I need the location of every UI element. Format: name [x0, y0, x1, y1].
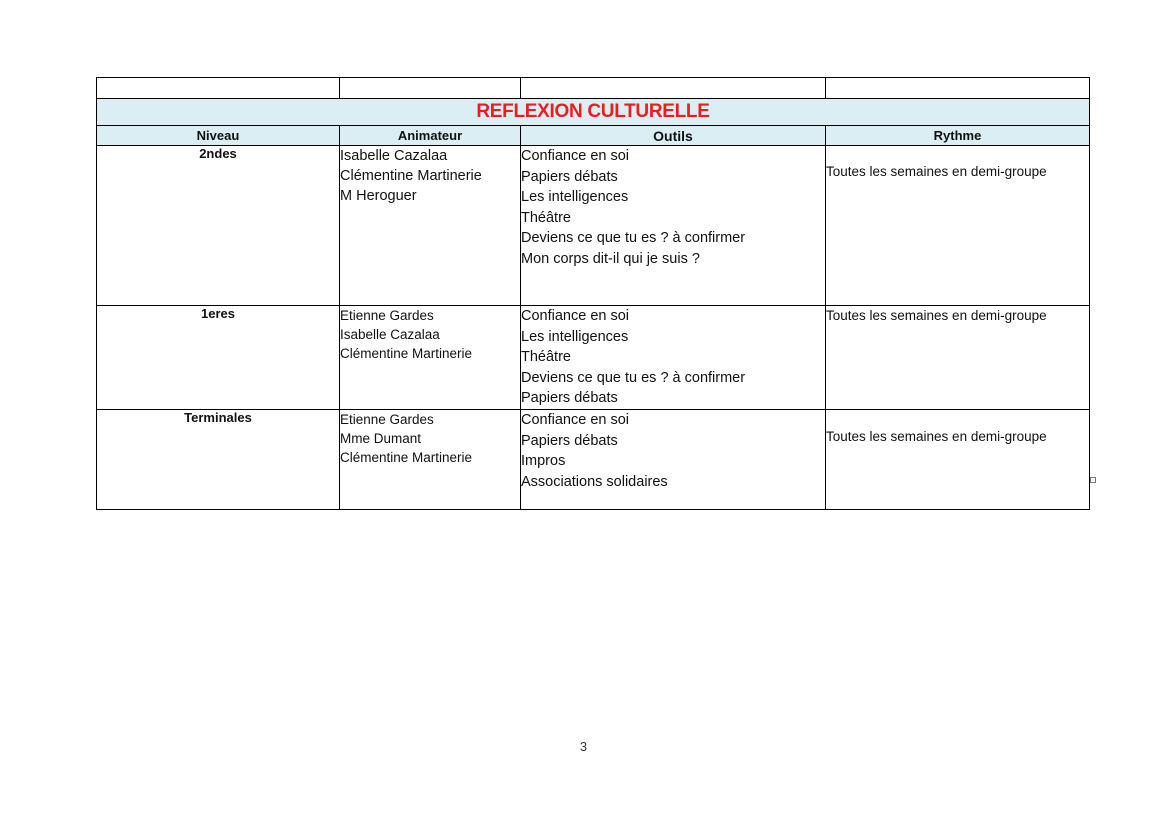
- header-row: [97, 126, 1090, 146]
- niveau-cell: 2ndes: [97, 146, 340, 306]
- outil-item: Deviens ce que tu es ? à confirmer: [521, 369, 746, 386]
- empty-cell: [826, 78, 1090, 99]
- title-cell: [97, 99, 1090, 126]
- outil-item: Associations solidaires: [521, 473, 668, 490]
- outil-item: Impros: [521, 453, 566, 469]
- outil-item: Les intelligences: [521, 328, 629, 345]
- header-rythme: Rythme: [826, 126, 1090, 146]
- outils-cell: [521, 410, 826, 510]
- animateur-cell: [340, 146, 521, 306]
- animateur-name: Mme Dumant: [340, 431, 422, 446]
- page-number: 3: [579, 739, 588, 754]
- outils-cell: [521, 146, 826, 306]
- outil-item: Papiers débats: [521, 390, 618, 406]
- table-resize-handle[interactable]: [1090, 477, 1096, 483]
- outil-item: Mon corps dit-il qui je suis ?: [521, 250, 700, 267]
- outil-item: Confiance en soi: [521, 148, 630, 164]
- rythme-cell: Toutes les semaines en demi-groupe: [826, 410, 1090, 510]
- empty-cell: [521, 78, 826, 99]
- header-niveau: Niveau: [97, 126, 340, 146]
- outil-item: Confiance en soi: [521, 308, 630, 324]
- niveau-cell: 1eres: [97, 306, 340, 410]
- empty-cell: [340, 78, 521, 99]
- animateur-name: Etienne Gardes: [340, 308, 434, 323]
- outil-item: Papiers débats: [521, 432, 618, 449]
- outils-cell: [521, 306, 826, 410]
- reflexion-culturelle-table: [96, 77, 1090, 510]
- animateur-name: Isabelle Cazalaa: [340, 148, 448, 164]
- rythme-cell: Toutes les semaines en demi-groupe: [826, 306, 1090, 410]
- table-row: [97, 146, 1090, 306]
- outil-item: Papiers débats: [521, 168, 618, 185]
- animateur-name: M Heroguer: [340, 188, 417, 204]
- empty-cell: [97, 78, 340, 99]
- table-row: [97, 410, 1090, 510]
- animateur-name: Isabelle Cazalaa: [340, 327, 440, 342]
- animateur-cell: [340, 410, 521, 510]
- outil-item: Confiance en soi: [521, 412, 630, 428]
- table-row: [97, 306, 1090, 410]
- title-row: [97, 99, 1090, 126]
- animateur-name: Clémentine Martinerie: [340, 346, 473, 361]
- header-animateur: Animateur: [340, 126, 521, 146]
- animateur-name: Clémentine Martinerie: [340, 168, 482, 184]
- rythme-cell: Toutes les semaines en demi-groupe: [826, 146, 1090, 306]
- header-outils: Outils: [521, 126, 826, 146]
- animateur-cell: [340, 306, 521, 410]
- animateur-name: Etienne Gardes: [340, 412, 434, 427]
- animateur-name: Clémentine Martinerie: [340, 450, 473, 465]
- outil-item: Deviens ce que tu es ? à confirmer: [521, 230, 746, 246]
- outil-item: Les intelligences: [521, 189, 629, 205]
- outil-item: Théâtre: [521, 209, 571, 226]
- empty-top-row: [97, 78, 1090, 99]
- niveau-cell: Terminales: [97, 410, 340, 510]
- table-title: REFLEXION CULTURELLE: [476, 101, 710, 122]
- outil-item: Théâtre: [521, 349, 571, 365]
